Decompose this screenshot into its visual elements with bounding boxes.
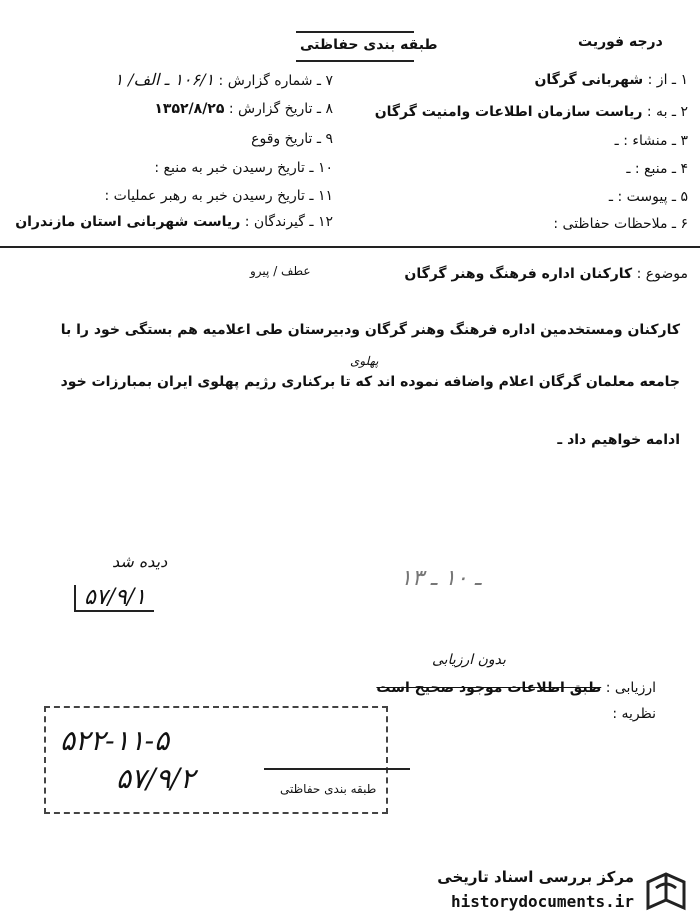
evaluation-value: طبق اطلاعات موجود صحیح است bbox=[376, 680, 602, 696]
opinion-field bbox=[612, 706, 656, 722]
subject-label: موضوع : bbox=[636, 266, 688, 282]
subject-line bbox=[404, 266, 688, 282]
stamp-number: ۵۲۲-۱۱-۵ bbox=[60, 724, 170, 757]
opinion-label: نظریه : bbox=[612, 706, 656, 722]
field-event-date bbox=[251, 131, 333, 147]
bottom-classification: طبقه بندی حفاظتی bbox=[280, 782, 377, 796]
field-recipients bbox=[15, 214, 333, 230]
field-news-to-source-date bbox=[154, 160, 333, 176]
body-line-3: ادامه خواهیم داد ـ bbox=[557, 432, 680, 448]
field-to-label: ۲ ـ به : bbox=[646, 104, 688, 120]
registration-stamp bbox=[44, 706, 388, 814]
bottom-classification-top-line bbox=[264, 768, 410, 770]
header-separator bbox=[0, 246, 700, 248]
classification-top-line bbox=[296, 31, 414, 33]
field-origin-value: ـ bbox=[614, 133, 619, 149]
field-attachment-value: ـ bbox=[608, 189, 614, 205]
evaluation-field bbox=[376, 680, 656, 696]
watermark bbox=[418, 866, 694, 918]
field-report-date bbox=[154, 101, 333, 117]
field-origin-label: ۳ ـ منشاء : bbox=[623, 133, 688, 149]
classification-label: طبقه بندی حفاظتی bbox=[300, 37, 438, 53]
priority-label: درجه فوریت bbox=[578, 34, 663, 50]
field-report-date-label: ۸ ـ تاریخ گزارش : bbox=[228, 101, 333, 117]
field-news-to-leader-date-label: ۱۱ ـ تاریخ رسیدن خبر به رهبر عملیات : bbox=[104, 188, 333, 204]
field-to-value: ریاست سازمان اطلاعات وامنیت گرگان bbox=[374, 104, 643, 120]
field-attachment-label: ۵ ـ پیوست : bbox=[617, 189, 688, 205]
signature-number: ۵۷/۹/۱ bbox=[74, 585, 154, 612]
field-from-label: ۱ ـ از : bbox=[647, 72, 688, 88]
signature-note: دیده شد bbox=[112, 552, 168, 571]
field-news-to-source-date-label: ۱۰ ـ تاریخ رسیدن خبر به منبع : bbox=[154, 160, 333, 176]
body-line-2: جامعه معلمان گرگان اعلام واضافه نموده اند که تا برکناری رژیم پهلوی ایران بمبارزات خود bbox=[60, 374, 680, 390]
field-report-number-label: ۷ ـ شماره گزارش : bbox=[218, 73, 333, 89]
stamp-date: ۵۷/۹/۲ bbox=[116, 762, 196, 795]
field-security-notes-label: ۶ ـ ملاحظات حفاظتی : bbox=[553, 216, 688, 232]
field-recipients-label: ۱۲ ـ گیرندگان : bbox=[244, 214, 333, 230]
field-to bbox=[375, 104, 688, 120]
watermark-title: مرکز بررسی اسناد تاریخی bbox=[437, 868, 634, 886]
subject-value: کارکنان اداره فرهنگ وهنر گرگان bbox=[404, 266, 633, 282]
field-source-value: ـ bbox=[626, 161, 631, 177]
field-from bbox=[534, 72, 688, 88]
field-news-to-leader-date bbox=[104, 188, 333, 204]
field-recipients-value: ریاست شهربانی استان مازندران bbox=[15, 214, 241, 230]
field-source bbox=[626, 161, 688, 177]
field-event-date-label: ۹ ـ تاریخ وقوع bbox=[251, 131, 333, 147]
body-line-1: کارکنان ومستخدمین اداره فرهنگ وهنر گرگان ودبیرستان طی اعلامیه هم بستگی خود را با bbox=[60, 322, 680, 338]
field-from-value: شهربانی گرگان bbox=[534, 72, 644, 88]
evaluation-label: ارزیابی : bbox=[605, 680, 656, 696]
field-report-number-value: ۱۰۶/۱ ـ الف/ ۱ bbox=[114, 70, 215, 89]
classification-bottom-line bbox=[296, 60, 414, 62]
field-security-notes bbox=[553, 216, 688, 232]
body-line-2-insert: پهلوی bbox=[350, 354, 379, 368]
reference-label: عطف / پیرو bbox=[250, 264, 311, 278]
reviewer-note: بدون ارزیابی bbox=[432, 652, 506, 668]
watermark-url: historydocuments.ir bbox=[450, 892, 634, 911]
field-report-number bbox=[115, 70, 334, 89]
right-scrawl: ۱۳ ـ ۱۰ ـ bbox=[400, 566, 482, 591]
field-source-label: ۴ ـ منبع : bbox=[634, 161, 688, 177]
field-origin bbox=[615, 133, 688, 149]
book-icon bbox=[642, 868, 690, 916]
field-report-date-value: ۱۳۵۲/۸/۲۵ bbox=[154, 101, 225, 117]
field-attachment bbox=[609, 189, 688, 205]
